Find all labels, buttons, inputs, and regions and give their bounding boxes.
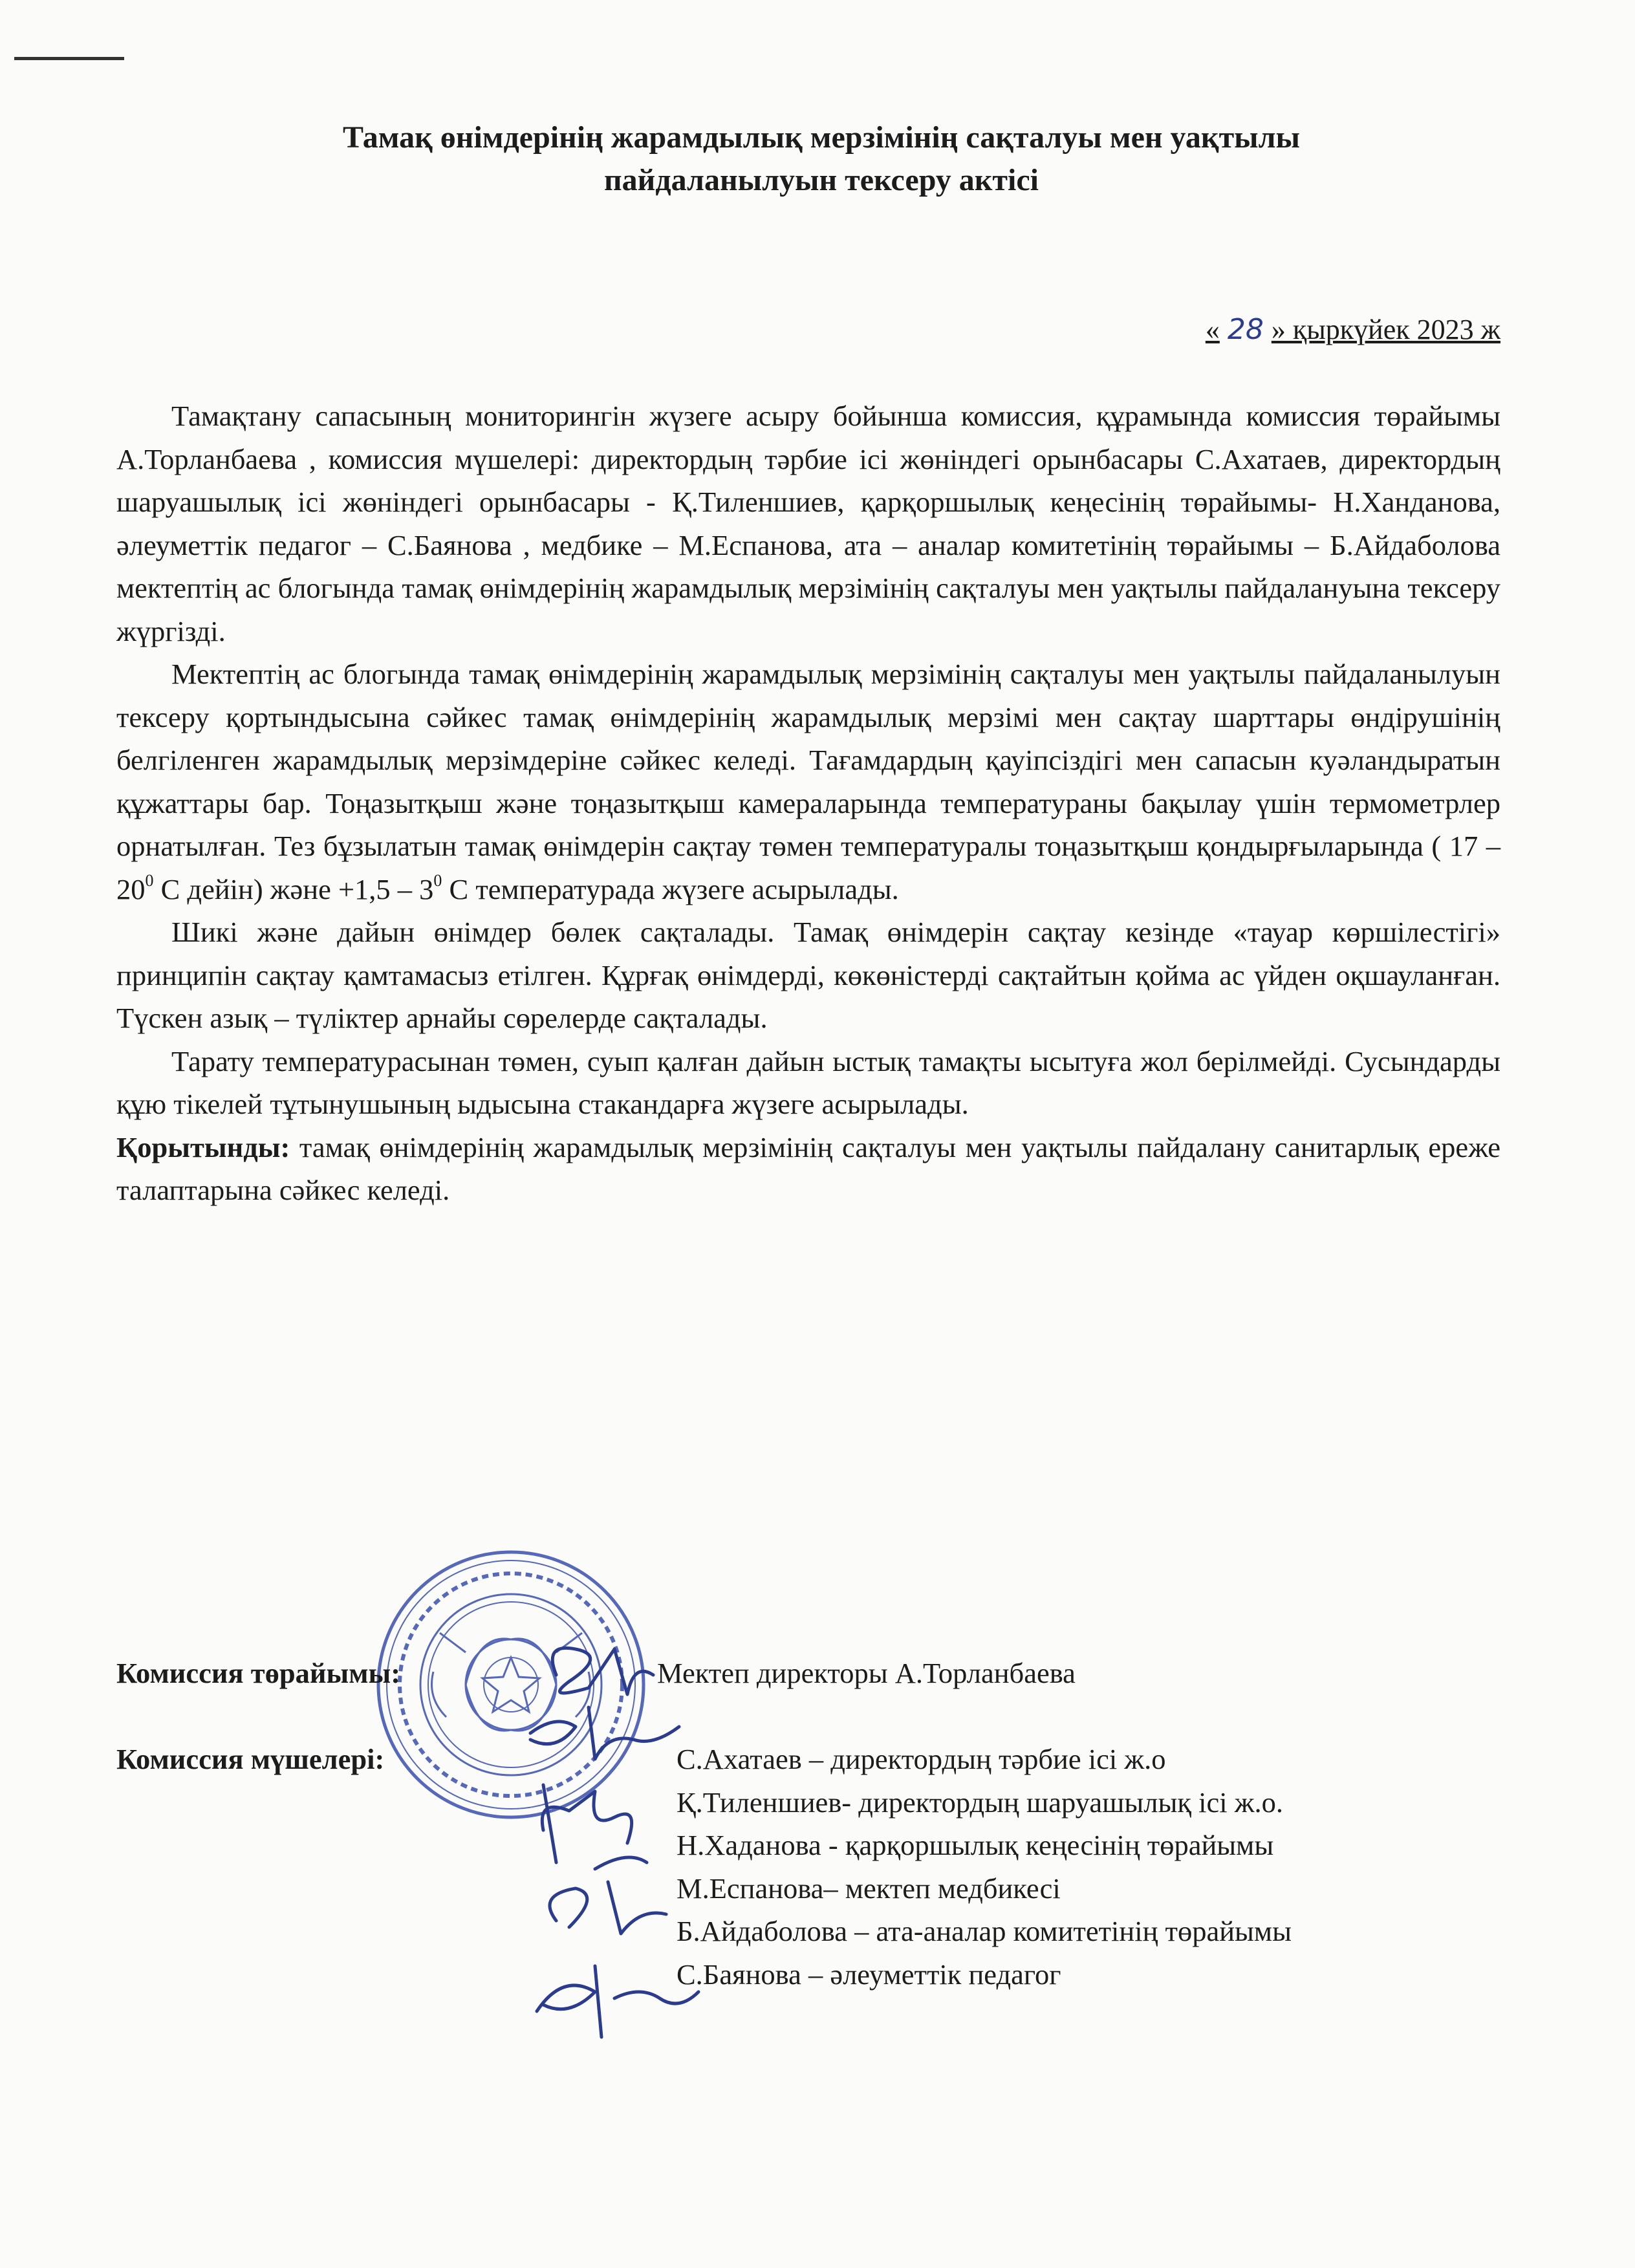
date-open: « [1205, 314, 1220, 345]
members-list [677, 1738, 1292, 1996]
paragraph-4: Тарату температурасынан төмен, суып қалған дайын ыстық тамақты ысытуға жол берілмейді. Сусындарды құю тікелей тұтынушының ыдысына стакандарға жүзеге асырылады. [116, 1044, 1500, 1120]
member-item: С.Ахатаев – директордың тәрбие ісі ж.о [677, 1743, 1166, 1775]
spacer-row [116, 1695, 1500, 1738]
date-day-handwritten: 28 [1227, 313, 1264, 346]
signature-block [116, 1652, 1500, 1991]
conclusion [116, 1126, 1500, 1212]
document-date [1206, 312, 1500, 348]
p2-part-c: С температурада жүзеге асырылады. [442, 872, 899, 905]
paragraph-2 [116, 653, 1500, 911]
chair-label: Комиссия төрайымы: [116, 1657, 401, 1689]
conclusion-label: Қорытынды: [116, 1130, 290, 1163]
title-line-2: пайдаланылуын тексеру актісі [604, 163, 1039, 197]
chair-row [116, 1652, 1500, 1695]
corner-mark [14, 57, 124, 60]
members-label: Комиссия мүшелері: [116, 1743, 385, 1775]
member-item: М.Еспанова– мектеп медбикесі [677, 1872, 1061, 1905]
p2-sup-2: 0 [433, 870, 442, 890]
p2-part-a: Мектептің ас блогында тамақ өнімдерінің жарамдылық мерзімінің сақталуы мен уақтылы пайдаланылуын тексеру қортындысына сәйкес тамақ өнімдерінің жарамдылық мерзімі мен сақтау шарттары өндірушінің белгіленген жарамдылық мерзімдеріне сәйкес келеді. Тағамдардың қауіпсіздігі мен сапасын куәландыратын құжаттары бар. Тоңазытқыш және тоңазытқыш камераларында температураны бақылау үшін термометрлер орнатылған. Тез бұзылатын тамақ өнімдерін сақтау төмен температуралы тоңазытқыш қондырғыларында ( 17 – 20 [116, 658, 1500, 905]
date-rest: » қыркүйек 2023 ж [1271, 314, 1500, 345]
chair-value: Мектеп директоры А.Торланбаева [657, 1657, 1076, 1689]
member-item: С.Баянова – әлеуметтік педагог [677, 1958, 1061, 1991]
conclusion-text: тамақ өнімдерінің жарамдылық мерзімінің сақталуы мен уақтылы пайдалану санитарлық ереже талаптарына сәйкес келеді. [116, 1130, 1500, 1206]
act-body [116, 394, 1500, 1212]
title-line-1: Тамақ өнімдерінің жарамдылық мерзімінің сақталуы мен уақтылы [342, 120, 1301, 155]
paragraph-3: Шикі және дайын өнімдер бөлек сақталады. Тамақ өнімдерін сақтау кезінде «тауар көршілестігі» принципін сақтау қамтамасыз етілген. Құрғақ өнімдерді, көкөністерді сақтайтын қойма ас үйден оқшауланған. Түскен азық – түліктер арнайы сөрелерде сақталады. [116, 916, 1500, 1034]
document-title [129, 116, 1513, 202]
p2-part-b: С дейін) және +1,5 – 3 [153, 872, 434, 905]
paragraph-1: Тамақтану сапасының мониторингін жүзеге асыру бойынша комиссия, құрамында комиссия төрайымы А.Торланбаева , комиссия мүшелері: директордың тәрбие ісі жөніндегі орынбасары С.Ахатаев, директордың шаруашылық ісі жөніндегі орынбасары - Қ.Тиленшиев, қарқоршылық кеңесінің төрайымы- Н.Ханданова, әлеуметтік педагог – С.Баянова , медбике – М.Еспанова, ата – аналар комитетінің төрайымы – Б.Айдаболова мектептің ас блогында тамақ өнімдерінің жарамдылық мерзімінің сақталуы мен уақтылы пайдалануына тексеру жүргізді. [116, 400, 1500, 647]
p2-sup-1: 0 [145, 870, 154, 890]
member-item: Қ.Тиленшиев- директордың шаруашылық ісі ж.о. [677, 1786, 1283, 1819]
member-item: Б.Айдаболова – ата-аналар комитетінің төрайымы [677, 1915, 1292, 1947]
member-item: Н.Хаданова - қарқоршылық кеңесінің төрайымы [677, 1829, 1274, 1861]
